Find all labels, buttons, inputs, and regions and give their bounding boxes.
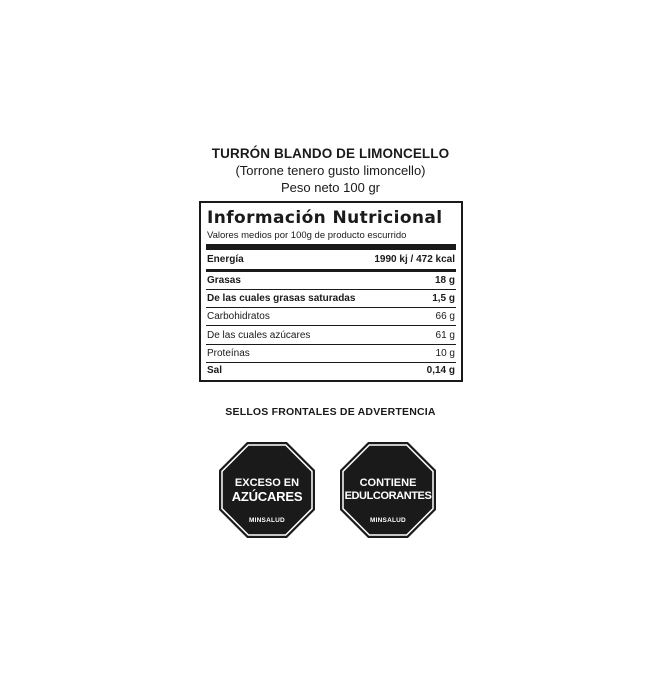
nutrient-label: De las cuales azúcares <box>207 330 311 341</box>
nutrient-label: Proteínas <box>207 348 250 359</box>
nutrient-value: 66 g <box>435 311 455 322</box>
nutrition-row-salt <box>207 362 455 379</box>
nutrient-label: Grasas <box>207 275 241 286</box>
product-title: TURRÓN BLANDO DE LIMONCELLO <box>211 146 450 161</box>
nutrient-label: De las cuales grasas saturadas <box>207 293 356 304</box>
seal-authority: MINSALUD <box>370 517 406 524</box>
seal-line-2: AZÚCARES <box>231 489 303 504</box>
nutrient-label: Carbohidratos <box>207 311 270 322</box>
nutrient-value: 0,14 g <box>426 365 455 376</box>
thick-divider <box>206 244 456 250</box>
nutrient-label: Sal <box>207 365 223 376</box>
nutrient-value: 1990 kj / 472 kcal <box>374 254 455 265</box>
product-subtitle: (Torrone tenero gusto limoncello) <box>235 163 426 178</box>
row-divider <box>206 325 456 326</box>
sugar-warning-seal <box>219 442 315 538</box>
product-header <box>0 146 661 196</box>
nutrient-label: Energía <box>207 254 244 265</box>
seal-label <box>219 477 315 503</box>
sweetener-warning-seal <box>340 442 436 538</box>
net-weight: Peso neto 100 gr <box>280 180 381 195</box>
nutrition-row-protein <box>207 345 455 362</box>
seal-line-1: CONTIENE <box>359 477 417 489</box>
nutrition-heading: Información Nutricional <box>207 208 443 228</box>
seal-label <box>340 477 436 503</box>
seal-authority: MINSALUD <box>249 517 285 524</box>
nutrient-value: 18 g <box>434 275 455 286</box>
nutrient-value: 10 g <box>435 348 455 359</box>
nutrition-facts-panel <box>199 201 463 382</box>
nutrient-value: 61 g <box>435 330 455 341</box>
nutrition-row-fat <box>207 272 455 289</box>
nutrition-row-carbohydrates <box>207 308 455 325</box>
nutrient-value: 1,5 g <box>432 293 455 304</box>
nutrition-row-sugars <box>207 327 455 344</box>
nutrition-row-energy <box>207 251 455 268</box>
nutrition-subheading: Valores medios por 100g de producto escurrido <box>207 230 407 241</box>
seal-line-2: EDULCORANTES <box>344 490 432 502</box>
warning-seals-title: SELLOS FRONTALES DE ADVERTENCIA <box>225 406 436 418</box>
seal-line-1: EXCESO EN <box>234 477 300 489</box>
nutrition-row-saturated-fat <box>207 290 455 307</box>
